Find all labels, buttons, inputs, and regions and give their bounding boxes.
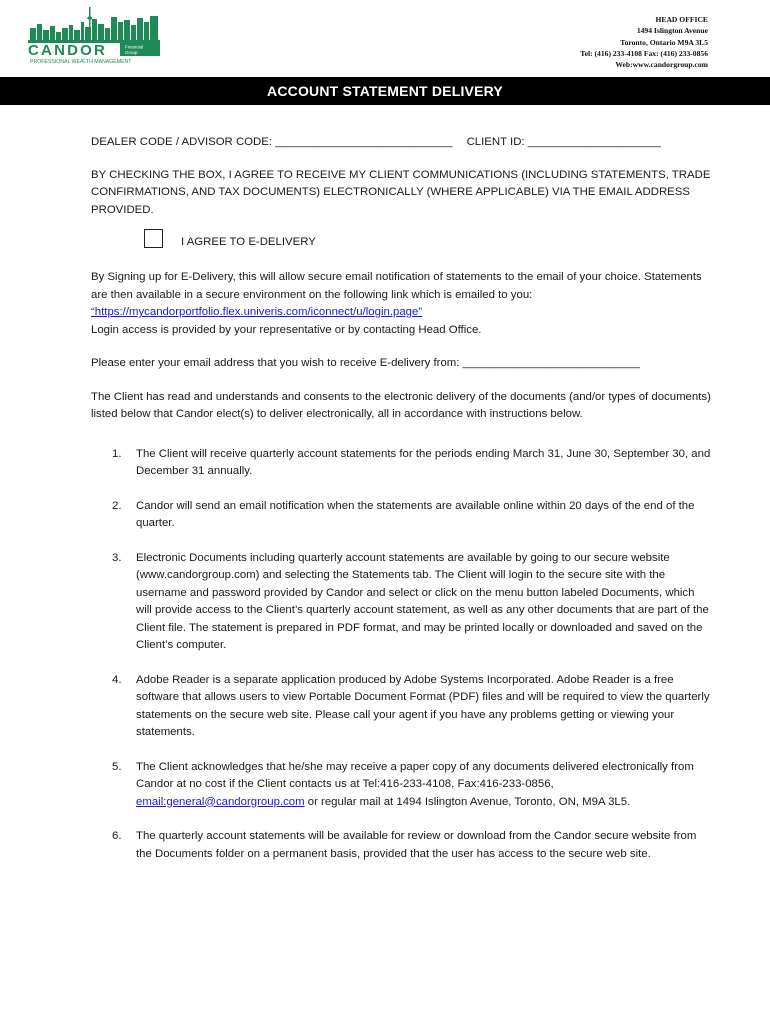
page-title: ACCOUNT STATEMENT DELIVERY bbox=[0, 77, 770, 105]
list-item-number: 6. bbox=[112, 830, 122, 842]
list-item-text: The quarterly account statements will be available for review or download from the Candor secure website from the Documents folder on a permanent basis, provided that the user has access to the secure web site. bbox=[136, 830, 697, 860]
signup-paragraph bbox=[91, 269, 711, 339]
head-office-web: Web:www.candorgroup.com bbox=[615, 60, 708, 70]
dealer-advisor-code-field[interactable]: DEALER CODE / ADVISOR CODE: ____________________________ bbox=[91, 136, 453, 148]
candor-logo bbox=[24, 6, 164, 66]
skyline-icon bbox=[28, 7, 160, 43]
list-item-text-after: or regular mail at 1494 Islington Avenue, Toronto, ON, M9A 3L5. bbox=[304, 795, 631, 808]
agreement-text: BY CHECKING THE BOX, I AGREE TO RECEIVE MY CLIENT COMMUNICATIONS (INCLUDING STATEMENTS, TRADE CONFIRMATIONS, AND TAX DOCUMENTS) ELECTRONICALLY (WHERE APPLICABLE) VIA THE EMAIL ADDRESS PROVIDED. bbox=[91, 168, 711, 216]
logo-side-text-2: Group bbox=[125, 50, 138, 55]
head-office-title: HEAD OFFICE bbox=[655, 15, 708, 24]
e-delivery-checkbox-label: I AGREE TO E-DELIVERY bbox=[181, 236, 316, 248]
list-item bbox=[91, 828, 711, 863]
list-item-number: 5. bbox=[112, 760, 122, 773]
signup-text: By Signing up for E-Delivery, this will allow secure email notification of statements to the email of your choice. Statements are then available in a secure environment on the following link which is emailed to you: bbox=[91, 271, 702, 301]
list-item-text: The Client will receive quarterly account statements for the periods ending March 31, June 30, September 30, and December 31 annually. bbox=[136, 447, 711, 477]
email-entry-field[interactable]: Please enter your email address that you wish to receive E-delivery from: ____________________________ bbox=[91, 357, 641, 369]
list-item bbox=[91, 672, 711, 742]
list-item-text: Electronic Documents including quarterly account statements are available by going to our secure website (www.candorgroup.com) and selecting the Statements tab. The Client will login to the secure site with the username and password provided by Candor and select or click on the menu button labeled Documents, which will provide access to the Client’s quarterly account statement, as well as any other documents that are part of the Client file. The statement is prepared in PDF format, and may be printed locally or downloaded and saved on the Client’s computer. bbox=[136, 551, 709, 651]
e-delivery-consent bbox=[91, 229, 711, 257]
head-office-street: 1494 Islington Avenue bbox=[636, 26, 708, 36]
portal-login-link[interactable]: “https://mycandorportfolio.flex.univeris.com/iconnect/u/login.page” bbox=[91, 306, 423, 318]
list-item-text: Candor will send an email notification when the statements are available online within 20 days of the end of the quarter. bbox=[136, 499, 695, 529]
list-item-number: 3. bbox=[112, 551, 122, 564]
consent-paragraph: The Client has read and understands and consents to the electronic delivery of the documents (and/or types of documents) listed below that Candor elect(s) to deliver electronically, all in accordance with instructions below. bbox=[91, 390, 711, 420]
signup-login-note: Login access is provided by your representative or by contacting Head Office. bbox=[91, 323, 482, 336]
list-item-number: 2. bbox=[112, 499, 122, 512]
codes-line bbox=[91, 134, 711, 152]
terms-list bbox=[91, 446, 711, 864]
list-item bbox=[91, 759, 711, 812]
logo-wordmark: CANDOR bbox=[28, 42, 108, 59]
list-item bbox=[91, 446, 711, 481]
head-office-city: Toronto, Ontario M9A 3L5 bbox=[620, 37, 708, 47]
client-id-field[interactable]: CLIENT ID: _____________________ bbox=[466, 136, 661, 148]
e-delivery-checkbox[interactable] bbox=[144, 229, 163, 248]
logo-tagline: PROFESSIONAL WEALTH MANAGEMENT bbox=[30, 59, 132, 65]
list-item-number: 1. bbox=[112, 447, 122, 460]
list-item-number: 4. bbox=[112, 673, 122, 686]
list-item-text: The Client acknowledges that he/she may receive a paper copy of any documents delivered electronically from Candor at no cost if the Client contacts us at Tel:416-233-4108, Fax:416-233-0856, bbox=[136, 760, 694, 790]
list-item bbox=[91, 498, 711, 533]
logo-side-text-1: Financial bbox=[125, 44, 144, 50]
list-item-text: Adobe Reader is a separate application produced by Adobe Systems Incorporated. Adobe Reader is a free software that allows users to view Portable Document Format (PDF) files and will be required to view the quarterly statements on the secure web site. Please call your agent if you have any problems getting or viewing your statements. bbox=[136, 673, 710, 738]
email-general-link[interactable]: email:general@candorgroup.com bbox=[136, 795, 305, 808]
head-office-phone: Tel: (416) 233-4108 Fax: (416) 233-0856 bbox=[580, 48, 708, 58]
document-body bbox=[91, 134, 711, 880]
list-item bbox=[91, 550, 711, 655]
head-office-address bbox=[580, 14, 708, 70]
